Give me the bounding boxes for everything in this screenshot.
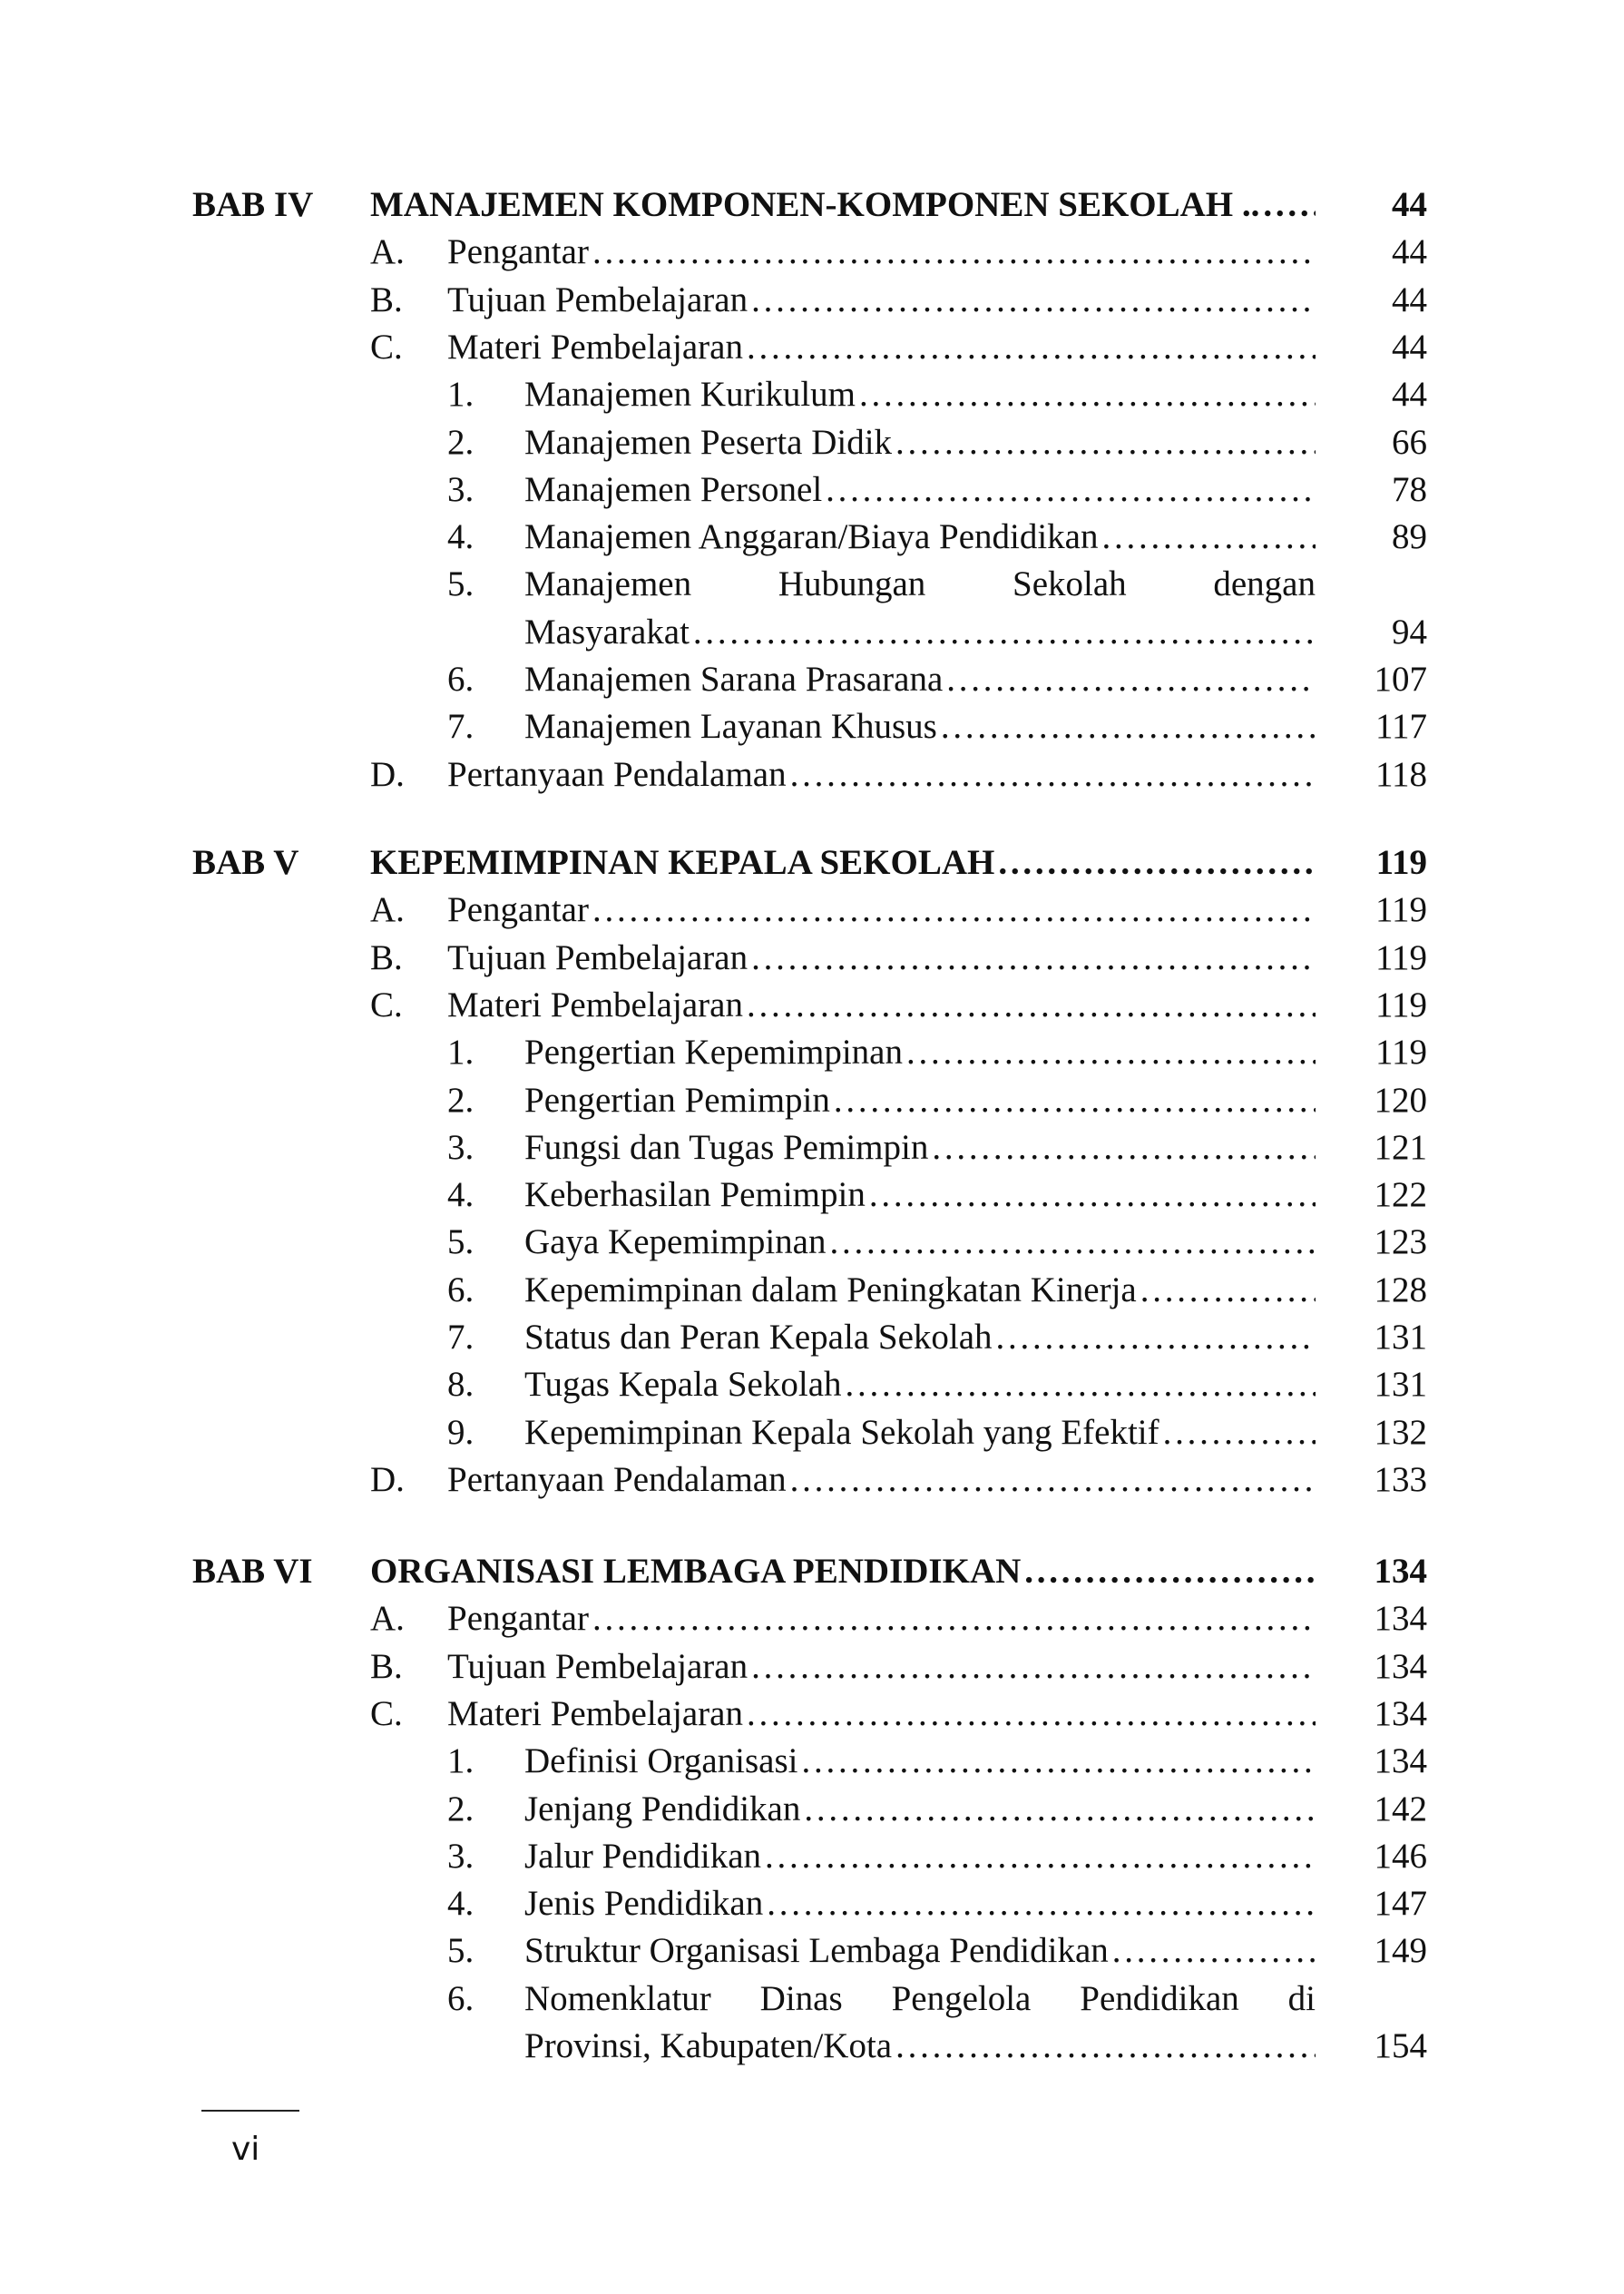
entry-title-leader [524,1172,1316,1219]
dot-leader [751,277,1316,324]
chapter-row [0,181,1624,229]
entry-page-number: 121 [1374,1127,1427,1167]
dot-leader [1163,1409,1316,1456]
item-row [0,1124,1624,1172]
entry-title-leader [524,466,1316,514]
entry-title-leader [370,839,1316,887]
entry-title-leader [524,1314,1316,1361]
entry-page-number: 44 [1392,279,1427,319]
item-number: 7. [447,1318,474,1357]
item-row [0,1738,1624,1785]
entry-page-number: 142 [1374,1789,1427,1828]
item-row [0,1361,1624,1408]
entry-title-leader [524,419,1316,466]
entry-page-number: 94 [1392,612,1427,652]
dot-leader [1140,1267,1316,1314]
entry-title: Kepemimpinan Kepala Sekolah yang Efektif [524,1412,1159,1452]
entry-title: Pengertian Pemimpin [524,1080,830,1120]
item-row [0,703,1624,750]
item-number: 1. [447,1033,474,1073]
entry-page-number: 131 [1374,1365,1427,1405]
item-row [0,656,1624,703]
dot-leader [859,371,1316,418]
item-number: 3. [447,469,474,509]
dot-leader [829,1219,1316,1266]
item-number: 4. [447,1175,474,1215]
entry-title: Manajemen Sarana Prasarana [524,660,944,699]
dot-leader [998,839,1316,887]
entry-page-number: 154 [1374,2026,1427,2065]
entry-title: ORGANISASI LEMBAGA PENDIDIKAN [370,1552,1022,1591]
dot-leader [941,703,1316,750]
item-number: 7. [447,707,474,747]
entry-title: Struktur Organisasi Lembaga Pendidikan [524,1931,1109,1971]
item-row [0,1975,1624,2023]
item-row-continued [0,2023,1624,2070]
section-letter: B. [370,279,403,319]
page-number: vi [231,2131,260,2168]
dot-leader [790,751,1316,799]
entry-title-leader [447,1643,1316,1691]
entry-page-number: 134 [1374,1552,1427,1591]
entry-title-leader [447,1595,1316,1642]
entry-page-number: 66 [1392,422,1427,462]
chapter-label: BAB V [192,843,299,882]
section-row [0,887,1624,934]
item-row [0,1833,1624,1880]
dot-leader [826,466,1316,514]
entry-page-number: 134 [1374,1741,1427,1781]
entry-title: Tujuan Pembelajaran [447,279,748,319]
section-row [0,1643,1624,1691]
section-row [0,1691,1624,1738]
dot-leader [592,1595,1316,1642]
section-letter: C. [370,1693,403,1733]
entry-page-number: 134 [1374,1599,1427,1639]
entry-title: Pengertian Kepemimpinan [524,1033,903,1073]
entry-page-number: 119 [1375,937,1427,977]
entry-title-leader [447,1691,1316,1738]
item-number: 5. [447,1222,474,1262]
dot-leader [996,1314,1316,1361]
entry-title-leader [524,1927,1316,1975]
dot-leader [802,1738,1316,1785]
entry-page-number: 117 [1375,707,1427,747]
dot-leader [895,2023,1316,2070]
entry-title: Manajemen Peserta Didik [524,422,893,462]
item-row [0,1786,1624,1833]
entry-title-leader [524,1124,1316,1172]
item-number: 3. [447,1127,474,1167]
entry-title: Definisi Organisasi [524,1741,798,1781]
entry-page-number: 128 [1374,1270,1427,1309]
dot-leader [1112,1927,1316,1975]
dot-leader [846,1361,1316,1408]
item-row [0,514,1624,561]
dot-leader [869,1172,1316,1219]
section-row [0,1595,1624,1642]
dot-leader [751,1643,1316,1691]
item-row-continued [0,609,1624,656]
entry-title-leader [447,751,1316,799]
chapter-row [0,1548,1624,1595]
entry-page-number: 107 [1374,660,1427,699]
section-letter: C. [370,327,403,367]
section-row [0,229,1624,276]
entry-title: KEPEMIMPINAN KEPALA SEKOLAH [370,843,995,882]
entry-title: Jenjang Pendidikan [524,1789,801,1828]
entry-title-leader [524,1267,1316,1314]
section-row [0,277,1624,324]
section-letter: D. [370,754,405,794]
entry-page-number: 119 [1375,890,1427,930]
item-number: 9. [447,1412,474,1452]
entry-page-number: 123 [1374,1222,1427,1262]
item-number: 1. [447,375,474,415]
dot-leader [932,1124,1316,1172]
entry-title-leader [370,181,1316,229]
entry-title-line1: Nomenklatur Dinas Pengelola Pendidikan di [524,1978,1316,2018]
chapter-row [0,839,1624,887]
item-row [0,1172,1624,1219]
entry-page-number: 44 [1392,185,1427,224]
entry-page-number: 146 [1374,1836,1427,1876]
entry-page-number: 44 [1392,232,1427,272]
entry-title-leader [447,277,1316,324]
dot-leader [1263,181,1316,229]
dot-leader [895,419,1316,466]
dot-leader [1024,1548,1316,1595]
dot-leader [592,229,1316,276]
entry-title-leader [447,935,1316,982]
entry-page-number: 131 [1374,1318,1427,1357]
entry-title-leader [524,514,1316,561]
entry-page-number: 118 [1375,754,1427,794]
item-number: 2. [447,422,474,462]
entry-title: Manajemen Anggaran/Biaya Pendidikan [524,517,1099,557]
item-row [0,1077,1624,1124]
dot-leader [751,935,1316,982]
item-number: 4. [447,1884,474,1924]
entry-title-leader [524,609,1316,656]
item-row [0,1219,1624,1266]
item-number: 2. [447,1789,474,1828]
entry-page-number: 122 [1374,1175,1427,1215]
entry-page-number: 78 [1392,469,1427,509]
entry-title-leader [447,887,1316,934]
dot-leader [790,1456,1316,1504]
item-row [0,1927,1624,1975]
chapter-label: BAB VI [192,1552,313,1591]
entry-title: Pengantar [447,890,589,930]
entry-title: Pengantar [447,232,589,272]
section-row [0,324,1624,371]
entry-title-leader [524,1738,1316,1785]
item-row [0,1880,1624,1927]
entry-title-leader [447,1456,1316,1504]
entry-title: Fungsi dan Tugas Pemimpin [524,1127,929,1167]
entry-title-leader [524,1219,1316,1266]
dot-leader [693,609,1316,656]
entry-title-leader [524,1786,1316,1833]
entry-title: Tujuan Pembelajaran [447,937,748,977]
item-number: 4. [447,517,474,557]
item-number: 6. [447,660,474,699]
section-row [0,1456,1624,1504]
dot-leader [946,656,1316,703]
entry-page-number: 44 [1392,375,1427,415]
entry-title: Manajemen Kurikulum [524,375,856,415]
entry-title: Tujuan Pembelajaran [447,1646,748,1686]
chapter-label: BAB IV [192,185,314,224]
item-row [0,371,1624,418]
entry-title: Jenis Pendidikan [524,1884,764,1924]
entry-title-leader [524,2023,1316,2070]
entry-title-leader [370,1548,1316,1595]
entry-title: Provinsi, Kabupaten/Kota [524,2026,893,2065]
section-letter: A. [370,232,405,272]
entry-title: Gaya Kepemimpinan [524,1222,827,1262]
item-row [0,1267,1624,1314]
entry-title-leader [524,1361,1316,1408]
entry-page-number: 120 [1374,1080,1427,1120]
entry-title-leader [447,324,1316,371]
footer-rule [201,2110,299,2112]
entry-title-leader [524,1029,1316,1076]
entry-title-leader [524,1880,1316,1927]
section-letter: D. [370,1459,405,1499]
section-row [0,982,1624,1029]
dot-leader [804,1786,1316,1833]
item-row [0,1409,1624,1456]
entry-title: Materi Pembelajaran [447,985,743,1024]
entry-title-leader [524,371,1316,418]
entry-page-number: 119 [1375,843,1427,882]
entry-title: Pengantar [447,1599,589,1639]
entry-title-leader [447,229,1316,276]
dot-leader [767,1880,1316,1927]
dot-leader [834,1077,1316,1124]
item-row [0,419,1624,466]
item-number: 6. [447,1270,474,1309]
section-letter: C. [370,985,403,1024]
entry-page-number: 133 [1374,1459,1427,1499]
entry-title: Tugas Kepala Sekolah [524,1365,842,1405]
item-number: 8. [447,1365,474,1405]
entry-page-number: 44 [1392,327,1427,367]
section-row [0,751,1624,799]
item-number: 6. [447,1978,474,2018]
dot-leader [747,324,1316,371]
dot-leader [906,1029,1316,1076]
section-letter: A. [370,890,405,930]
section-row [0,935,1624,982]
entry-title-leader [524,1409,1316,1456]
entry-page-number: 134 [1374,1646,1427,1686]
entry-page-number: 147 [1374,1884,1427,1924]
entry-page-number: 89 [1392,517,1427,557]
section-letter: A. [370,1599,405,1639]
entry-title-leader [524,656,1316,703]
entry-page-number: 149 [1374,1931,1427,1971]
entry-title: Jalur Pendidikan [524,1836,762,1876]
item-number: 5. [447,564,474,604]
item-row [0,466,1624,514]
entry-title: Kepemimpinan dalam Peningkatan Kinerja [524,1270,1137,1309]
item-row [0,1029,1624,1076]
entry-title: Manajemen Personel [524,469,823,509]
entry-title: Masyarakat [524,612,690,652]
section-letter: B. [370,1646,403,1686]
entry-title-leader [447,982,1316,1029]
entry-title: Materi Pembelajaran [447,1693,743,1733]
entry-title: Materi Pembelajaran [447,327,743,367]
entry-title-leader [524,1833,1316,1880]
item-row [0,1314,1624,1361]
entry-page-number: 119 [1375,985,1427,1024]
entry-title-line1: Manajemen Hubungan Sekolah dengan [524,564,1316,604]
entry-title-leader [524,703,1316,750]
dot-leader [592,887,1316,934]
entry-page-number: 119 [1375,1033,1427,1073]
dot-leader [1102,514,1316,561]
section-letter: B. [370,937,403,977]
item-row [0,561,1624,608]
entry-title-leader [524,1077,1316,1124]
dot-leader [765,1833,1316,1880]
item-number: 2. [447,1080,474,1120]
dot-leader [747,982,1316,1029]
item-number: 1. [447,1741,474,1781]
entry-title: Keberhasilan Pemimpin [524,1175,866,1215]
entry-title: Status dan Peran Kepala Sekolah [524,1318,993,1357]
entry-page-number: 134 [1374,1693,1427,1733]
dot-leader [747,1691,1316,1738]
entry-title: Pertanyaan Pendalaman [447,1459,787,1499]
entry-title: Pertanyaan Pendalaman [447,754,787,794]
entry-title: MANAJEMEN KOMPONEN-KOMPONEN SEKOLAH .. [370,185,1260,224]
entry-page-number: 132 [1374,1412,1427,1452]
item-number: 5. [447,1931,474,1971]
entry-title: Manajemen Layanan Khusus [524,707,937,747]
item-number: 3. [447,1836,474,1876]
